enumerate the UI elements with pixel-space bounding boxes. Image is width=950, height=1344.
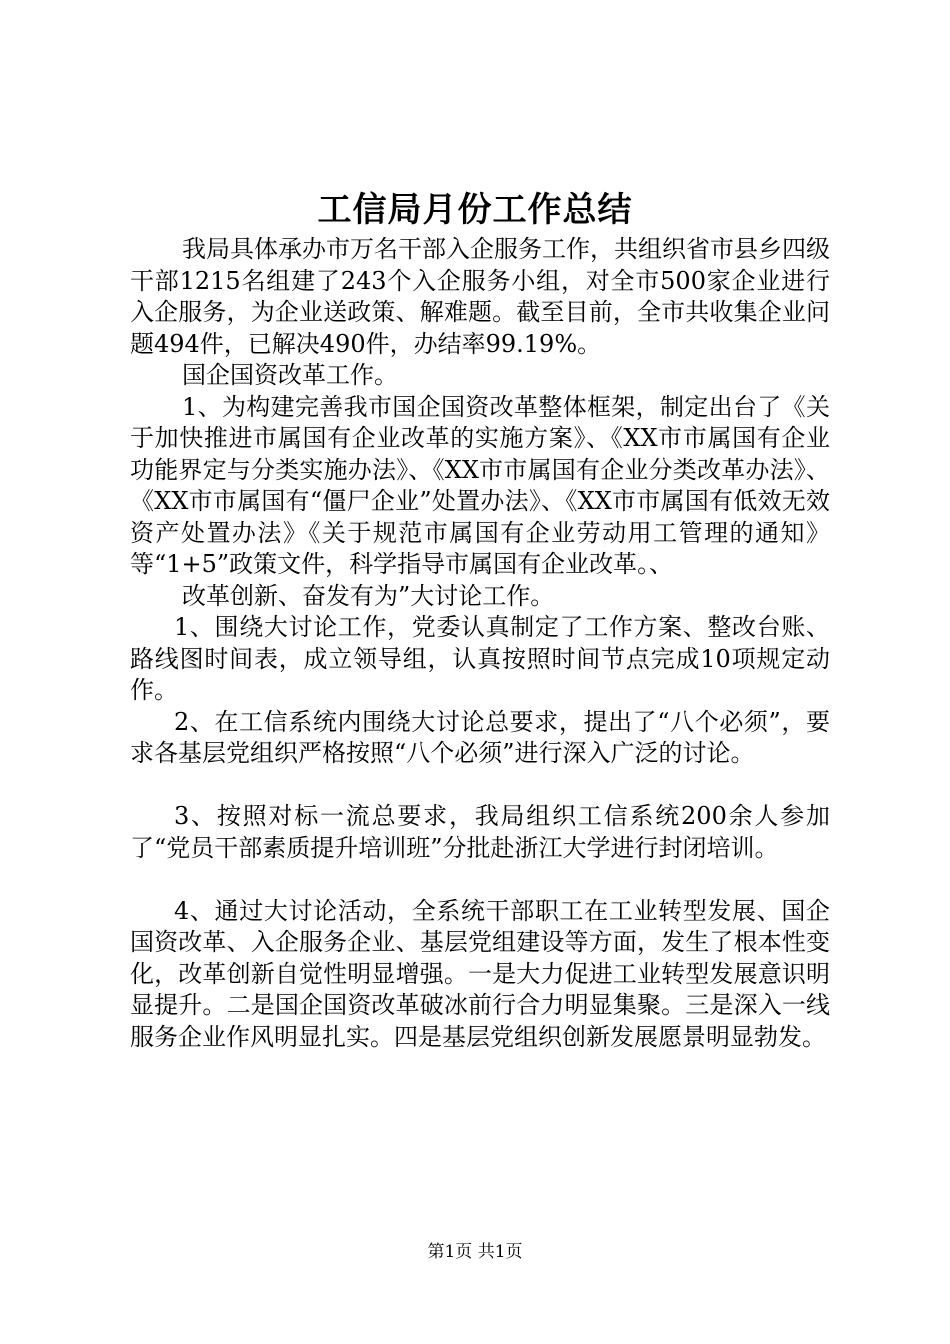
document-body bbox=[130, 234, 830, 1053]
paragraph-discussion-4: 4、通过大讨论活动，全系统干部职工在工业转型发展、国企国资改革、入企服务企业、基层党组建设等方面，发生了根本性变化，改革创新自觉性明显增强。一是大力促进工业转型发展意识明显提升。二是国企国资改革破冰前行合力明显集聚。三是深入一线服务企业作风明显扎实。四是基层党组织创新发展愿景明显勃发。 bbox=[130, 896, 830, 1051]
paragraph-discussion-1: 1、围绕大讨论工作，党委认真制定了工作方案、整改台账、路线图时间表，成立领导组，认真按照时间节点完成10项规定动作。 bbox=[130, 613, 830, 704]
paragraph-gap bbox=[130, 864, 830, 896]
heading-soe-reform: 国企国资改革工作。 bbox=[182, 361, 398, 389]
document-title: 工信局月份工作总结 bbox=[317, 190, 633, 230]
paragraph-gap bbox=[130, 770, 830, 802]
paragraph-enterprise-service: 我局具体承办市万名干部入企服务工作，共组织省市县乡四级干部1215名组建了243个入企服务小组，对全市500家企业进行入企服务，为企业送政策、解难题。截至目前，全市共收集企业问题494件，已解决490件，办结率99.19%。 bbox=[130, 235, 830, 358]
paragraph-discussion-2: 2、在工信系统内围绕大讨论总要求，提出了“八个必须”，要求各基层党组织严格按照“八个必须”进行深入广泛的讨论。 bbox=[130, 707, 830, 767]
heading-discussion: 改革创新、奋发有为”大讨论工作。 bbox=[182, 581, 555, 610]
paragraph-discussion-3: 3、按照对标一流总要求，我局组织工信系统200余人参加了“党员干部素质提升培训班”分批赴浙江大学进行封闭培训。 bbox=[130, 802, 830, 862]
paragraph-soe-reform-1: 1、为构建完善我市国企国资改革整体框架，制定出台了《关于加快推进市属国有企业改革的实施方案》、《XX市市属国有企业功能界定与分类实施办法》、《XX市市属国有企业分类改革办法》、《XX市市属国有“僵尸企业”处置办法》、《XX市市属国有低效无效资产处置办法》《关于规范市属国有企业劳动用工管理的通知》等“1+5”政策文件，科学指导市属国有企业改革。、 bbox=[130, 392, 830, 578]
page-number-footer: 第1页 共1页 bbox=[427, 1242, 523, 1262]
